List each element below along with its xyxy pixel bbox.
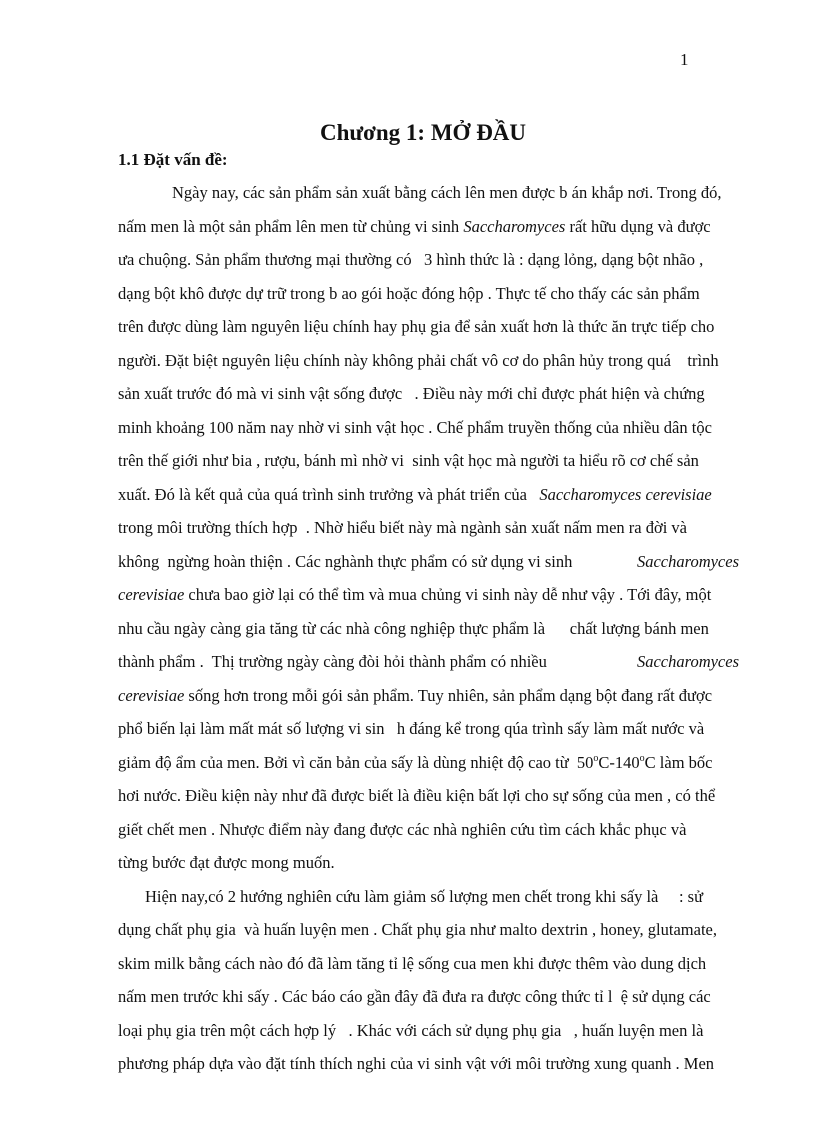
- text-line: giết chết men . Nhược điểm này đang được các nhà nghiên cứu tìm cách khắc phục và: [118, 820, 687, 839]
- text-line: Hiện nay,có 2 hướng nghiên cứu làm giảm số lượng men chết trong khi sấy là : sử: [145, 887, 704, 906]
- italic-term: Saccharomyces: [636, 552, 739, 571]
- page-number: 1: [680, 50, 689, 69]
- degree-superscript: o: [639, 753, 645, 764]
- text-line: [118, 552, 739, 572]
- text-line: từng bước đạt được mong muốn.: [118, 853, 335, 872]
- italic-term: Saccharomyces: [636, 652, 739, 671]
- text-line: dạng bột khô được dự trữ trong b ao gói hoặc đóng hộp . Thực tế cho thấy các sản phẩm: [118, 284, 700, 303]
- text-line: sản xuất trước đó mà vi sinh vật sống được . Điều này mới chỉ được phát hiện và chứng: [118, 384, 705, 403]
- text-line: [118, 753, 713, 773]
- italic-term: cerevisiae: [118, 585, 185, 604]
- text-line: trong môi trường thích hợp . Nhờ hiểu biết này mà ngành sản xuất nấm men ra đời và: [118, 518, 687, 537]
- text-run: nấm men là một sản phẩm lên men từ chủng vi sinh: [118, 217, 464, 236]
- text-run: C làm bốc: [644, 753, 713, 772]
- text-line: skim milk bằng cách nào đó đã làm tăng tỉ lệ sống cua men khi được thêm vào dung dịch: [118, 954, 707, 973]
- text-line: phổ biến lại làm mất mát số lượng vi sin h đáng kể trong qúa trình sấy làm mất nước và: [118, 719, 705, 738]
- text-run: C-140: [598, 753, 640, 772]
- text-run: thành phẩm . Thị trường ngày càng đòi hỏi thành phẩm có nhiều: [118, 652, 547, 671]
- text-line: trên thế giới như bia , rượu, bánh mì nhờ vi sinh vật học mà người ta hiểu rõ cơ chế sản: [118, 451, 699, 470]
- text-line: người. Đặt biệt nguyên liệu chính này không phải chất vô cơ do phân hủy trong quá trình: [118, 351, 719, 370]
- text-line: ưa chuộng. Sản phẩm thương mại thường có 3 hình thức là : dạng lỏng, dạng bột nhão ,: [118, 250, 704, 269]
- italic-term: Saccharomyces cerevisiae: [539, 485, 712, 504]
- text-line: minh khoảng 100 năm nay nhờ vi sinh vật học . Chế phẩm truyền thống của nhiều dân tộc: [118, 418, 712, 437]
- text-run: xuất. Đó là kết quả của quá trình sinh trưởng và phát triển của: [118, 485, 540, 504]
- text-line: [118, 485, 712, 505]
- italic-term: cerevisiae: [118, 686, 185, 705]
- text-line: dụng chất phụ gia và huấn luyện men . Chất phụ gia như malto dextrin , honey, glutamate,: [118, 920, 717, 939]
- text-line: phương pháp dựa vào đặt tính thích nghi của vi sinh vật với môi trường xung quanh . Men: [118, 1054, 715, 1073]
- text-line: Ngày nay, các sản phẩm sản xuất bằng cách lên men được b án khắp nơi. Trong đó,: [172, 183, 722, 202]
- italic-term: Saccharomyces: [463, 217, 566, 236]
- text-line: [118, 217, 711, 237]
- text-line: hơi nước. Điều kiện này như đã được biết là điều kiện bất lợi cho sự sống của men , có thể: [118, 786, 716, 805]
- text-line: nhu cầu ngày càng gia tăng từ các nhà công nghiệp thực phẩm là chất lượng bánh men: [118, 619, 709, 638]
- text-run: giảm độ ẩm của men. Bởi vì căn bản của sấy là dùng nhiệt độ cao từ 50: [118, 753, 594, 772]
- text-line: [118, 585, 711, 605]
- section-heading: 1.1 Đặt vấn đề:: [118, 150, 228, 169]
- chapter-title: Chương 1: MỞ ĐẦU: [319, 120, 527, 145]
- text-line: [118, 652, 739, 672]
- text-run: rất hữu dụng và được: [565, 217, 711, 236]
- text-line: [118, 686, 712, 706]
- text-line: loại phụ gia trên một cách hợp lý . Khác với cách sử dụng phụ gia , huấn luyện men là: [118, 1021, 704, 1040]
- text-line: nấm men trước khi sấy . Các báo cáo gần đây đã đưa ra được công thức tỉ l ệ sử dụng các: [118, 987, 711, 1006]
- degree-superscript: o: [593, 753, 599, 764]
- text-run: sống hơn trong mỗi gói sản phẩm. Tuy nhiên, sản phẩm dạng bột đang rất được: [184, 686, 713, 705]
- text-run: không ngừng hoàn thiện . Các nghành thực phẩm có sử dụng vi sinh: [118, 552, 573, 571]
- text-run: chưa bao giờ lại có thể tìm và mua chủng vi sinh này dễ như vậy . Tới đây, một: [184, 585, 712, 604]
- text-line: trên được dùng làm nguyên liệu chính hay phụ gia để sản xuất hơn là thức ăn trực tiếp cho: [118, 317, 715, 336]
